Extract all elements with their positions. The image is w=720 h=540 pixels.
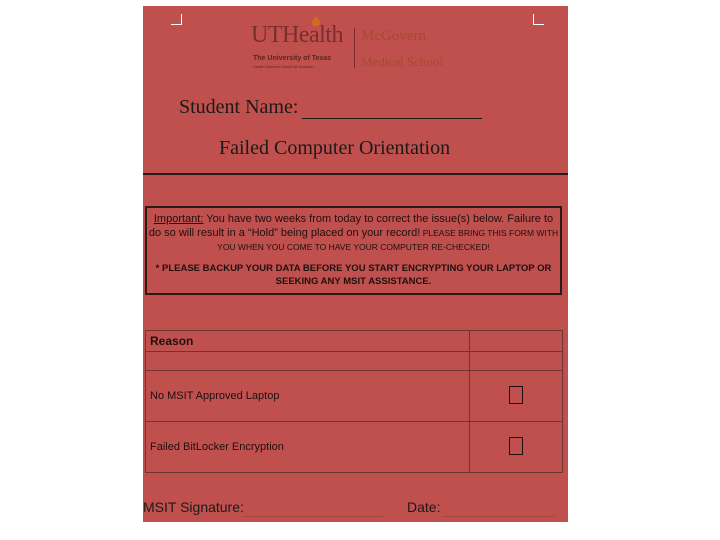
backup-warning: * PLEASE BACKUP YOUR DATA BEFORE YOU START ENCRYPTING YOUR LAPTOP OR SEEKING ANY MSIT ASSISTANCE. — [155, 263, 552, 287]
form-page — [143, 6, 568, 522]
bitlocker-checkbox[interactable] — [509, 437, 523, 455]
student-name-label: Student Name: — [179, 96, 299, 118]
student-name-field[interactable] — [302, 100, 482, 119]
table-row — [146, 352, 563, 371]
crop-mark-top-right — [533, 14, 544, 25]
table-row — [146, 422, 563, 473]
empty-cell — [146, 352, 470, 371]
signature-label: MSIT Signature: — [143, 499, 244, 515]
logo-main-text: UTHealth — [251, 22, 343, 48]
checkbox-cell — [470, 371, 563, 422]
logo-school-subtitle: Medical School — [361, 54, 443, 69]
crop-mark-top-left — [171, 14, 182, 25]
table-header-row — [146, 331, 563, 352]
logo-subtitle-small: Health Science Center at Houston — [253, 64, 314, 69]
signature-field[interactable] — [243, 516, 383, 517]
important-label: Important: — [153, 213, 204, 225]
reason-no-laptop: No MSIT Approved Laptop — [146, 371, 470, 422]
uthealth-logo — [251, 16, 481, 76]
checkbox-cell — [470, 422, 563, 473]
date-field[interactable] — [443, 516, 555, 517]
notice-text — [147, 208, 560, 254]
table-row — [146, 371, 563, 422]
no-laptop-checkbox[interactable] — [509, 386, 523, 404]
header-empty-cell — [470, 331, 563, 352]
notice-line1-caps: PLEASE BRING THIS FORM WITH YOU WHEN YOU COME TO HAVE YOUR COMPUTER RE-CHECKED! — [217, 228, 559, 252]
date-label: Date: — [407, 499, 441, 515]
logo-divider — [354, 28, 355, 68]
title-divider — [143, 173, 568, 175]
student-name-row — [179, 96, 482, 119]
reason-bitlocker: Failed BitLocker Encryption — [146, 422, 470, 473]
empty-cell — [470, 352, 563, 371]
form-title: Failed Computer Orientation — [219, 137, 451, 159]
reason-header: Reason — [146, 331, 470, 352]
notice-line1: You have two weeks from today to correct the issue(s) below. Failure to do so will result in a “Hold” being placed on your record! — [148, 213, 554, 239]
logo-school-name: McGovern — [361, 28, 426, 44]
notice-box — [145, 206, 562, 295]
logo-subtitle: The University of Texas — [253, 55, 332, 62]
reason-table — [145, 330, 563, 473]
